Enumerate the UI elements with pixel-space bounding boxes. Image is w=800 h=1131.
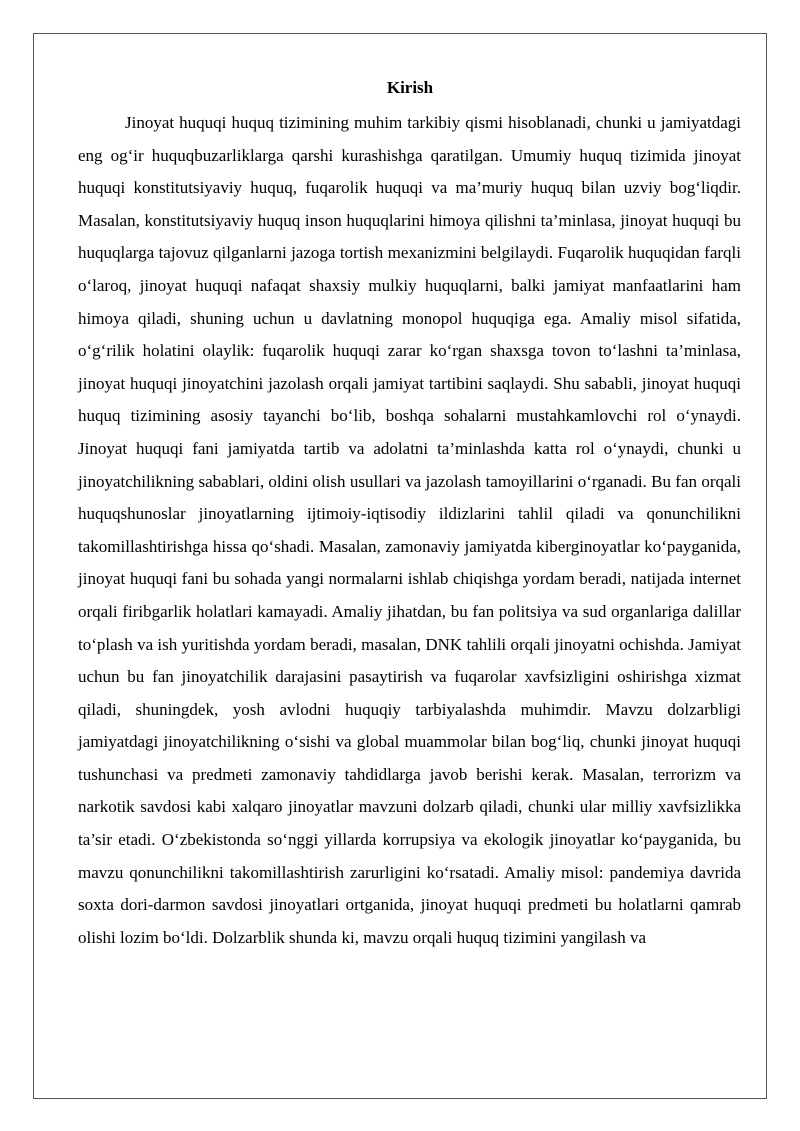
section-title: Kirish <box>386 78 434 97</box>
body-paragraph: Jinoyat huquqi huquq tizimining muhim tarkibiy qismi hisoblanadi, chunki u jamiyatdagi eng og‘ir huquqbuzarliklarga qarshi kurashishga qaratilgan. Umumiy huquq tizimida jinoyat huquqi konstitutsiyaviy huquq, fuqarolik huquqi va ma’muriy huquq bilan uzviy bog‘liqdir. Masalan, konstitutsiyaviy huquq inson huquqlarini himoya qilishni ta’minlasa, jinoyat huquqi bu huquqlarga tajovuz qilganlarni jazoga tortish mexanizmini belgilaydi. Fuqarolik huquqidan farqli o‘laroq, jinoyat huquqi nafaqat shaxsiy mulkiy huquqlarni, balki jamiyat manfaatlarini ham himoya qiladi, shuning uchun u davlatning monopol huquqiga ega. Amaliy misol sifatida, o‘g‘rilik holatini olaylik: fuqarolik huquqi zarar ko‘rgan shaxsga tovon to‘lashni ta’minlasa, jinoyat huquqi jinoyatchini jazolash orqali jamiyat tartibini saqlaydi. Shu sababli, jinoyat huquqi huquq tizimining asosiy tayanchi bo‘lib, boshqa sohalarni mustahkamlovchi rol o‘ynaydi. Jinoyat huquqi fani jamiyatda tartib va adolatni ta’minlashda katta rol o‘ynaydi, chunki u jinoyatchilikning sabablari, oldini olish usullari va jazolash tamoyillarini o‘rganadi. Bu fan orqali huquqshunoslar jinoyatlarning ijtimoiy-iqtisodiy ildizlarini tahlil qiladi va qonunchilikni takomillashtirishga hissa qo‘shadi. Masalan, zamonaviy jamiyatda kiberginoyatlar ko‘payganida, jinoyat huquqi fani bu sohada yangi normalarni ishlab chiqishga yordam beradi, natijada internet orqali firibgarlik holatlari kamayadi. Amaliy jihatdan, bu fan politsiya va sud organlariga dalillar to‘plash va ish yuritishda yordam beradi, masalan, DNK tahlili orqali jinoyatni ochishda. Jamiyat uchun bu fan jinoyatchilik darajasini pasaytirish va fuqarolar xavfsizligini oshirishga xizmat qiladi, shuningdek, yosh avlodni huquqiy tarbiyalashda muhimdir. Mavzu dolzarbligi jamiyatdagi jinoyatchilikning o‘sishi va global muammolar bilan bog‘liq, chunki jinoyat huquqi tushunchasi va predmeti zamonaviy tahdidlarga javob berishi kerak. Masalan, terrorizm va narkotik savdosi kabi xalqaro jinoyatlar mavzuni dolzarb qiladi, chunki ular milliy xavfsizlikka ta’sir etadi. O‘zbekistonda so‘nggi yillarda korrupsiya va ekologik jinoyatlar ko‘payganida, bu mavzu qonunchilikni takomillashtirish zarurligini ko‘rsatadi. Amaliy misol: pandemiya davrida soxta dori-darmon savdosi jinoyatlari ortganida, jinoyat huquqi predmeti bu holatlarni qamrab olishi lozim bo‘ldi. Dolzarblik shunda ki, mavzu orqali huquq tizimini yangilash va <box>78 113 741 947</box>
